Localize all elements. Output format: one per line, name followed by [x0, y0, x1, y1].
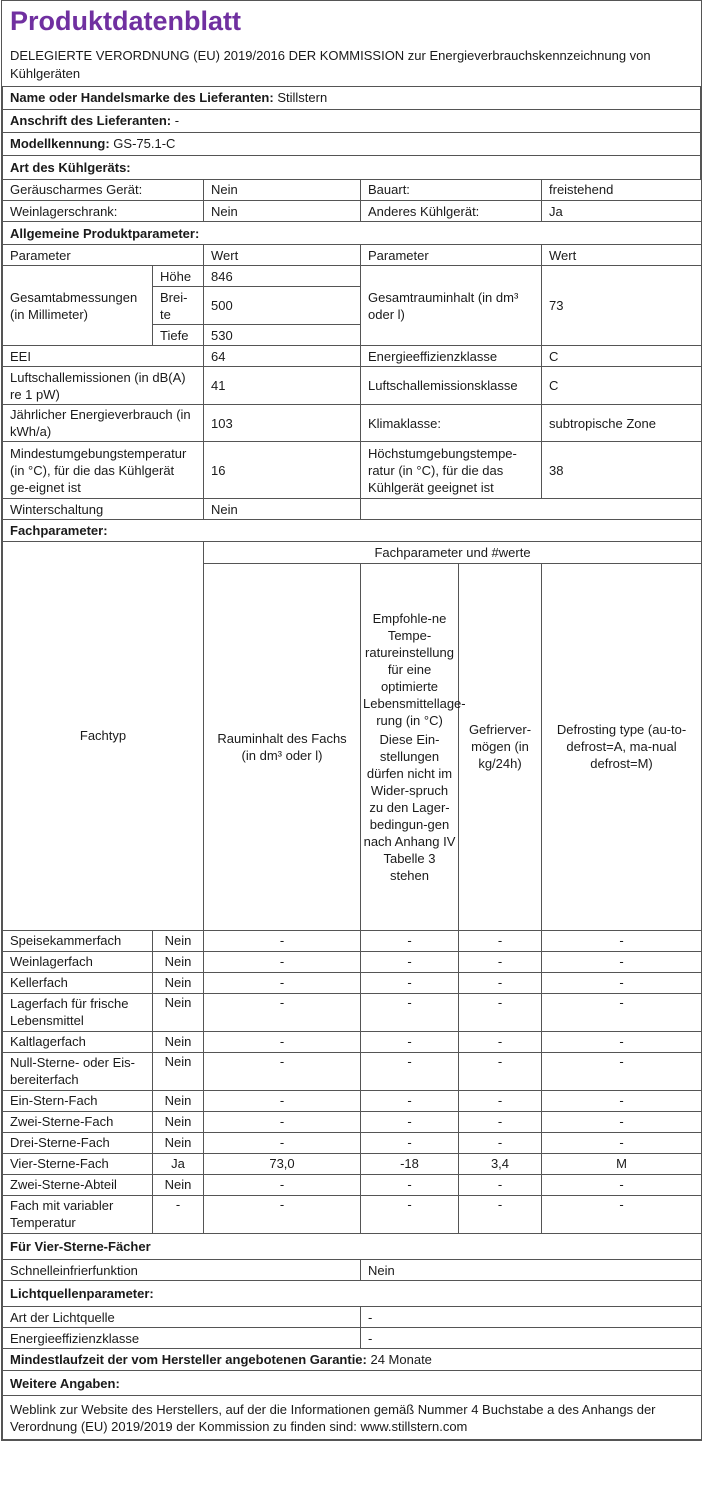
quick-freeze-value: Nein: [361, 1260, 702, 1281]
compartment-row: [3, 993, 702, 1031]
compartment-freeze-capacity: -: [459, 1052, 542, 1090]
column-header-value: Wert: [542, 245, 702, 266]
type-value: Nein: [204, 180, 361, 201]
compartment-temperature: -: [361, 930, 459, 951]
model-row: [3, 132, 701, 155]
compartment-rows: [3, 930, 702, 1233]
compartment-present: Nein: [153, 930, 204, 951]
compartment-volume: -: [204, 1174, 361, 1195]
temperature-header: [361, 563, 466, 930]
compartment-row: [3, 1090, 702, 1111]
compartment-present: Ja: [153, 1153, 204, 1174]
compartment-defrost-type: -: [542, 1031, 702, 1052]
compartment-defrost-type: -: [542, 993, 702, 1031]
compartment-present: Nein: [153, 1111, 204, 1132]
compartment-present: Nein: [153, 993, 204, 1031]
compartment-name: Null-Sterne- oder Eis-bereiterfach: [3, 1052, 153, 1090]
param-label: Klimaklasse:: [361, 405, 542, 442]
manufacturer-weblink: Weblink zur Website des Herstellers, auf der die Informationen gemäß Nummer 4 Buchstabe a des Anhangs der Verordnung (EU) 2019/2019 der Kommission zu finden sind: www.stillstern.com: [3, 1396, 702, 1440]
param-label: Winterschaltung: [3, 499, 204, 520]
compartment-freeze-capacity: -: [459, 993, 542, 1031]
compartment-row: [3, 951, 702, 972]
compartment-name: Fach mit variabler Temperatur: [3, 1195, 153, 1233]
compartment-freeze-capacity: -: [459, 1031, 542, 1052]
quick-freeze-label: Schnelleinfrierfunktion: [3, 1260, 361, 1281]
fach-section-heading: Fachparameter:: [3, 520, 702, 542]
compartment-temperature: -: [361, 1111, 459, 1132]
compartment-temperature: -: [361, 1052, 459, 1090]
param-label: Jährlicher Energieverbrauch (in kWh/a): [3, 405, 204, 442]
light-type-label: Art der Lichtquelle: [3, 1307, 361, 1328]
param-value: C: [542, 346, 702, 367]
compartment-name: Kellerfach: [3, 972, 153, 993]
compartment-name: Kaltlagerfach: [3, 1031, 153, 1052]
compartment-table: [2, 542, 702, 1234]
total-volume-label: Gesamtrauminhalt (in dm³ oder l): [361, 266, 542, 346]
compartment-present: Nein: [153, 951, 204, 972]
model-value: GS-75.1-C: [113, 136, 176, 151]
warranty-value: 24 Monate: [370, 1352, 432, 1367]
data-sheet: [1, 0, 702, 1441]
light-class-label: Energieeffizienzklasse: [3, 1328, 361, 1349]
compartment-freeze-capacity: -: [459, 1090, 542, 1111]
param-empty: [361, 499, 702, 520]
compartment-volume: -: [204, 930, 361, 951]
warranty-label: Mindestlaufzeit der vom Hersteller angebotenen Garantie:: [10, 1352, 367, 1367]
compartment-volume: -: [204, 1111, 361, 1132]
identification-table: [2, 87, 701, 180]
type-section-heading: Art des Kühlgeräts:: [3, 155, 701, 179]
param-label: Höchstumgebungstempe-ratur (in °C), für die das Kühlgerät geeignet ist: [361, 442, 542, 499]
supplier-label: Name oder Handelsmarke des Lieferanten:: [10, 90, 274, 106]
compartment-freeze-capacity: -: [459, 951, 542, 972]
compartment-row: [3, 1153, 702, 1174]
param-value: 16: [204, 442, 361, 499]
width-value: 500: [204, 287, 361, 325]
compartment-volume: 73,0: [204, 1153, 361, 1174]
type-label: Weinlagerschrank:: [3, 201, 204, 222]
param-value: C: [542, 367, 702, 405]
param-value: 41: [204, 367, 361, 405]
height-value: 846: [204, 266, 361, 287]
param-value: 64: [204, 346, 361, 367]
depth-value: 530: [204, 325, 361, 346]
compartment-volume: -: [204, 993, 361, 1031]
compartment-row: [3, 1031, 702, 1052]
freeze-header: Gefrierver-mögen (in kg/24h): [459, 563, 542, 930]
compartment-row: [3, 930, 702, 951]
compartment-temperature: -: [361, 1090, 459, 1111]
compartment-present: Nein: [153, 1031, 204, 1052]
compartment-temperature: -18: [361, 1153, 459, 1174]
param-value: 38: [542, 442, 702, 499]
compartment-defrost-type: -: [542, 1195, 702, 1233]
param-label: EEI: [3, 346, 204, 367]
column-header-parameter: Parameter: [3, 245, 204, 266]
temperature-header-text: Empfohle-ne Tempe-ratureinstellung für eine optimierte Lebensmittellage-rung (in °C): [363, 610, 466, 728]
page-title: Produktdatenblatt: [10, 6, 242, 36]
type-label: Bauart:: [361, 180, 542, 201]
compartment-volume: -: [204, 1031, 361, 1052]
type-label: Anderes Kühlgerät:: [361, 201, 542, 222]
compartment-volume: -: [204, 972, 361, 993]
compartment-name: Ein-Stern-Fach: [3, 1090, 153, 1111]
compartment-freeze-capacity: -: [459, 1111, 542, 1132]
compartment-defrost-type: -: [542, 1052, 702, 1090]
address-value: -: [174, 113, 180, 128]
compartment-present: Nein: [153, 1090, 204, 1111]
compartment-defrost-type: -: [542, 951, 702, 972]
compartment-defrost-type: M: [542, 1153, 702, 1174]
compartment-defrost-type: -: [542, 1111, 702, 1132]
param-label: Energieeffizienzklasse: [361, 346, 542, 367]
four-star-heading: Für Vier-Sterne-Fächer: [3, 1234, 702, 1260]
type-value: Nein: [204, 201, 361, 222]
compartment-present: Nein: [153, 1132, 204, 1153]
compartment-volume: -: [204, 951, 361, 972]
regulation-subtitle: DELEGIERTE VERORDNUNG (EU) 2019/2016 DER KOMMISSION zur Energieverbrauchskennzeichnung von Kühlgeräten: [2, 41, 701, 87]
compartment-row: [3, 1052, 702, 1090]
param-value: 103: [204, 405, 361, 442]
compartment-freeze-capacity: 3,4: [459, 1153, 542, 1174]
fachtyp-header: Fachtyp: [3, 542, 204, 930]
fach-group-header: Fachparameter und #werte: [204, 542, 702, 563]
light-section-heading: Lichtquellenparameter:: [3, 1281, 702, 1307]
compartment-name: Weinlagerfach: [3, 951, 153, 972]
compartment-defrost-type: -: [542, 1132, 702, 1153]
compartment-freeze-capacity: -: [459, 1174, 542, 1195]
general-parameters-table: [2, 180, 702, 543]
compartment-temperature: -: [361, 1132, 459, 1153]
compartment-volume: -: [204, 1052, 361, 1090]
compartment-name: Vier-Sterne-Fach: [3, 1153, 153, 1174]
compartment-name: Lagerfach für frische Lebensmittel: [3, 993, 153, 1031]
compartment-name: Speisekammerfach: [3, 930, 153, 951]
compartment-present: Nein: [153, 1052, 204, 1090]
compartment-temperature: -: [361, 1195, 459, 1233]
compartment-freeze-capacity: -: [459, 1195, 542, 1233]
compartment-temperature: -: [361, 993, 459, 1031]
total-volume-value: 73: [542, 266, 702, 346]
compartment-temperature: -: [361, 1031, 459, 1052]
param-label: Mindestumgebungstemperatur (in °C), für die das Kühlgerät ge-eignet ist: [3, 442, 204, 499]
additional-table: [2, 1234, 702, 1441]
compartment-present: -: [153, 1195, 204, 1233]
model-label: Modellkennung:: [10, 136, 110, 151]
param-label: Luftschallemissionsklasse: [361, 367, 542, 405]
compartment-defrost-type: -: [542, 972, 702, 993]
type-value: Ja: [542, 201, 702, 222]
compartment-volume: -: [204, 1195, 361, 1233]
compartment-volume: -: [204, 1132, 361, 1153]
type-label: Geräuscharmes Gerät:: [3, 180, 204, 201]
compartment-temperature: -: [361, 951, 459, 972]
compartment-freeze-capacity: -: [459, 1132, 542, 1153]
compartment-temperature: -: [361, 1174, 459, 1195]
address-row: [3, 109, 701, 132]
compartment-name: Drei-Sterne-Fach: [3, 1132, 153, 1153]
volume-header: Rauminhalt des Fachs (in dm³ oder l): [204, 563, 361, 930]
height-label: Höhe: [153, 266, 204, 287]
compartment-freeze-capacity: -: [459, 972, 542, 993]
compartment-volume: -: [204, 1090, 361, 1111]
column-header-parameter: Parameter: [361, 245, 542, 266]
temperature-note: Diese Ein-stellungen dürfen nicht im Wider-spruch zu den Lager-bedingun-gen nach Anhang IV Tabelle 3 stehen: [363, 731, 456, 883]
compartment-row: [3, 1195, 702, 1233]
compartment-freeze-capacity: -: [459, 930, 542, 951]
defrost-header: Defrosting type (au-to-defrost=A, ma-nual defrost=M): [542, 563, 702, 930]
compartment-row: [3, 1174, 702, 1195]
column-header-value: Wert: [204, 245, 361, 266]
supplier-row: [3, 87, 701, 109]
param-value: Nein: [204, 499, 361, 520]
supplier-value: Stillstern: [277, 90, 328, 106]
param-label: Luftschallemissionen (in dB(A) re 1 pW): [3, 367, 204, 405]
compartment-name: Zwei-Sterne-Abteil: [3, 1174, 153, 1195]
width-label: Brei-te: [153, 287, 204, 325]
type-value: freistehend: [542, 180, 702, 201]
address-label: Anschrift des Lieferanten:: [10, 113, 172, 128]
compartment-present: Nein: [153, 972, 204, 993]
compartment-defrost-type: -: [542, 930, 702, 951]
param-value: subtropische Zone: [542, 405, 702, 442]
depth-label: Tiefe: [153, 325, 204, 346]
more-info-heading: Weitere Angaben:: [3, 1371, 702, 1396]
compartment-row: [3, 1132, 702, 1153]
compartment-row: [3, 972, 702, 993]
compartment-present: Nein: [153, 1174, 204, 1195]
light-type-value: -: [361, 1307, 702, 1328]
compartment-temperature: -: [361, 972, 459, 993]
compartment-row: [3, 1111, 702, 1132]
general-section-heading: Allgemeine Produktparameter:: [3, 222, 702, 245]
compartment-name: Zwei-Sterne-Fach: [3, 1111, 153, 1132]
compartment-defrost-type: -: [542, 1174, 702, 1195]
dimensions-label: Gesamtabmessungen (in Millimeter): [3, 266, 153, 346]
light-class-value: -: [361, 1328, 702, 1349]
compartment-defrost-type: -: [542, 1090, 702, 1111]
warranty-row: [3, 1349, 702, 1371]
